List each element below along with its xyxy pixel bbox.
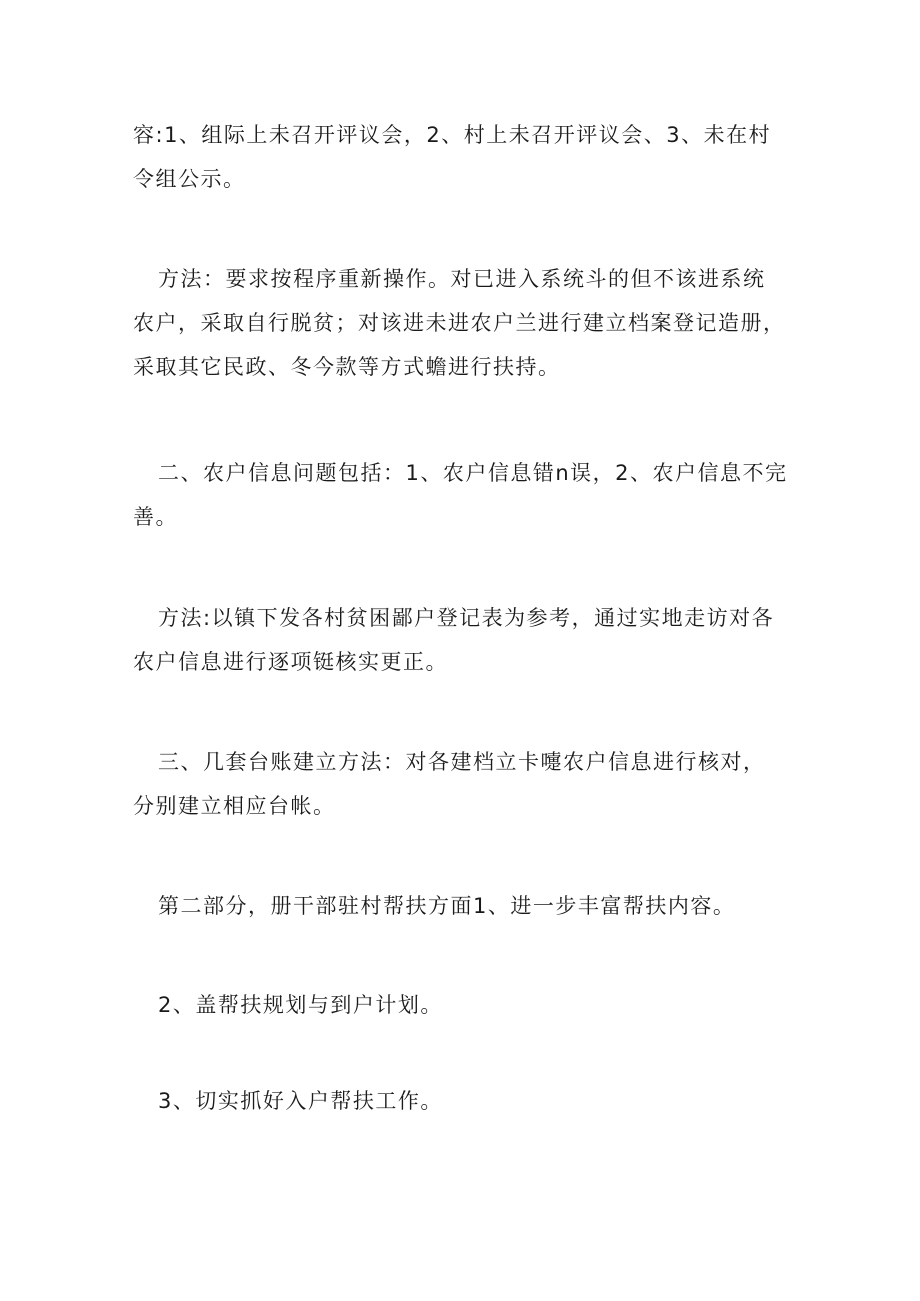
paragraph-line: 二、农户信息问题包括：1、农户信息错n误，2、农户信息不完: [158, 461, 788, 485]
paragraph-line: 方法:以镇下发各村贫困鄙户登记表为参考，通过实地走访对各: [158, 606, 775, 630]
paragraph-line: 三、几套台账建立方法：对各建档立卡嚏农户信息进行核对，: [158, 750, 766, 774]
paragraph-item-two: [133, 983, 793, 1027]
paragraph-method-verify: [133, 596, 793, 684]
paragraph-line: 农户信息进行逐项铤核实更正。: [133, 650, 448, 674]
paragraph-line: 善。: [133, 505, 178, 529]
paragraph-section-three-ledgers: [133, 740, 793, 828]
paragraph-line: 容:1、组际上未召开评议会，2、村上未召开评议会、3、未在村: [133, 123, 772, 147]
paragraph-section-two-info-issues: [133, 451, 793, 539]
paragraph-review-content: [133, 113, 793, 201]
paragraph-part-two: [133, 884, 793, 928]
paragraph-line: 采取其它民政、冬今款等方式蟾进行扶持。: [133, 355, 561, 379]
paragraph-line: 2、盖帮扶规划与到户计划。: [158, 993, 443, 1017]
paragraph-line: 令组公示。: [133, 167, 246, 191]
paragraph-line: 农户，采取自行脱贫；对该进未进农户兰进行建立档案登记造册，: [133, 311, 786, 335]
paragraph-item-three: [133, 1079, 793, 1123]
paragraph-line: 第二部分，册干部驻村帮扶方面1、进一步丰富帮扶内容。: [158, 894, 736, 918]
paragraph-method-reoperate: [133, 257, 793, 389]
paragraph-line: 分别建立相应台帐。: [133, 794, 336, 818]
paragraph-line: 3、切实抓好入户帮扶工作。: [158, 1089, 443, 1113]
paragraph-line: 方法：要求按程序重新操作。对已进入系统斗的但不该进系统: [158, 267, 766, 291]
